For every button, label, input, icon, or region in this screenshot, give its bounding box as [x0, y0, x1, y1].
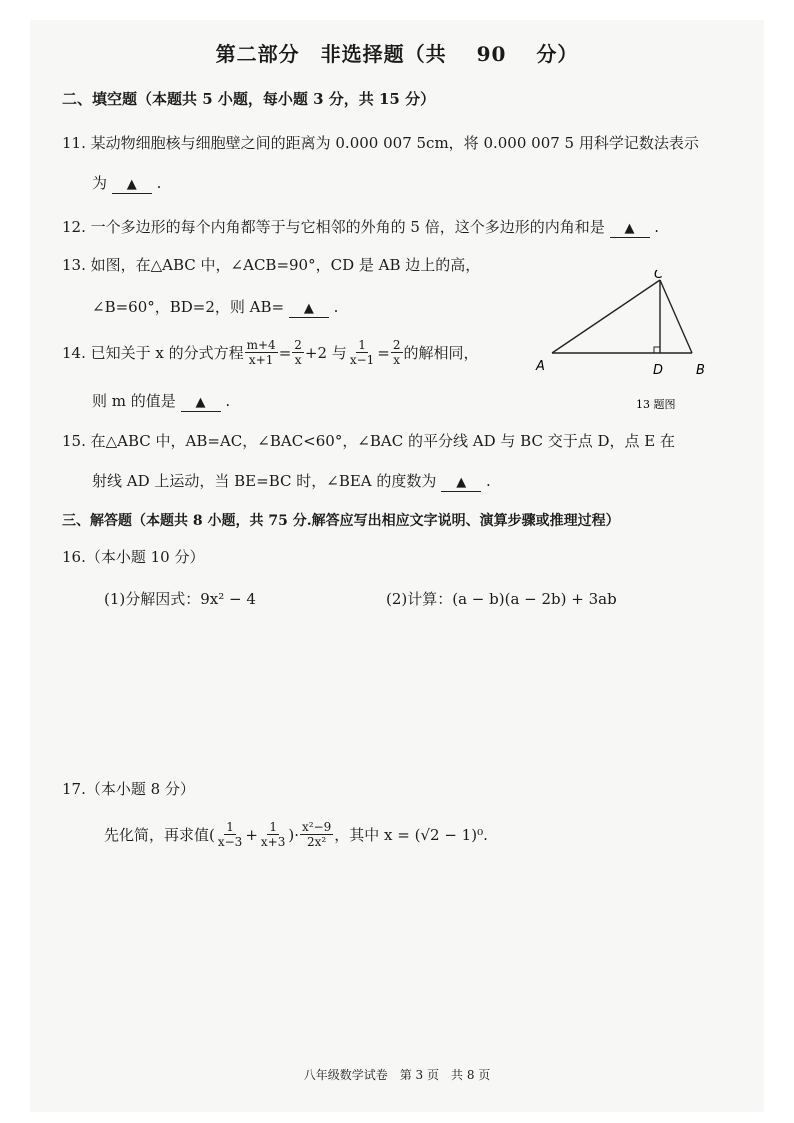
question-13-text: ∠B=60°，BD=2，则 AB=: [92, 298, 285, 316]
question-12: [62, 216, 659, 238]
question-14-suffix: .: [225, 392, 231, 410]
question-15-line1: 15. 在△ABC 中，AB=AC，∠BAC<60°，∠BAC 的平分线 AD 与 BC 交于点 D，点 E 在: [62, 432, 675, 450]
question-12-text: 12. 一个多边形的每个内角都等于与它相邻的外角的 5 倍，这个多边形的内角和是: [62, 218, 605, 236]
right-angle-mark: [654, 347, 660, 353]
fraction-denominator: 2x²: [307, 835, 327, 849]
fraction-numerator: x²−9: [302, 820, 332, 834]
label-a: A: [536, 359, 545, 374]
plus-two-and: +2 与: [304, 344, 347, 362]
fraction-1-over-x-minus-3: [216, 820, 244, 849]
fraction-denominator: x−1: [349, 353, 375, 367]
question-14-line1: [62, 338, 479, 367]
fraction-m-plus-4: [245, 338, 278, 367]
page-footer: 八年级数学试卷 第 3 页 共 8 页: [303, 1068, 491, 1082]
label-b: B: [696, 363, 705, 378]
fraction-1-over-x-minus-1: [348, 338, 376, 367]
fraction-denominator: x: [294, 353, 302, 367]
label-c: C: [654, 270, 664, 282]
fraction-1-over-x-plus-3: [259, 820, 287, 849]
fraction-denominator: x+3: [260, 835, 286, 849]
fraction-denominator: x+1: [248, 353, 274, 367]
question-11-prefix: 为: [92, 174, 108, 192]
question-14-text: 则 m 的值是: [92, 392, 176, 410]
side-cb: [660, 280, 692, 353]
fraction-numerator: 1: [358, 338, 366, 352]
fraction-numerator: 1: [226, 820, 234, 834]
question-11-suffix: .: [156, 174, 162, 192]
close-paren-dot: )·: [288, 825, 299, 844]
equals-sign: =: [377, 343, 390, 362]
fraction-denominator: x−3: [217, 835, 243, 849]
question-15-text: 射线 AD 上运动，当 BE=BC 时，∠BEA 的度数为: [92, 472, 437, 490]
question-15-suffix: .: [485, 472, 491, 490]
fraction-numerator: m+4: [246, 338, 276, 352]
answer-blank-12: ▲: [610, 221, 650, 238]
question-17-expression: [104, 820, 488, 849]
answer-blank-13: ▲: [289, 301, 329, 318]
fraction-denominator: x: [393, 353, 401, 367]
answer-blank-14: ▲: [181, 395, 221, 412]
triangle-figure-13: [520, 270, 720, 410]
question-16-part1: (1)分解因式：9x² − 4: [104, 590, 256, 608]
question-17-prefix: 先化简，再求值(: [104, 826, 215, 844]
answer-blank-11: ▲: [112, 177, 152, 194]
question-11-line1: 11. 某动物细胞核与细胞壁之间的距离为 0.000 007 5cm，将 0.000 007 5 用科学记数法表示: [62, 134, 699, 152]
label-d: D: [653, 363, 664, 378]
section-answer-header: 三、解答题（本题共 8 小题，共 75 分.解答应写出相应文字说明、演算步骤或推理过程）: [62, 513, 620, 529]
fraction-numerator: 2: [294, 338, 302, 352]
question-16-header: 16.（本小题 10 分）: [62, 548, 205, 566]
question-14-line2: [92, 390, 230, 412]
fraction-2-over-x: [391, 338, 403, 367]
fraction-2-over-x: [292, 338, 304, 367]
plus-sign: +: [245, 825, 258, 844]
section-fill-in-header: 二、填空题（本题共 5 小题，每小题 3 分，共 15 分）: [62, 90, 436, 108]
fraction-numerator: 2: [392, 338, 401, 352]
part-title: 第二部分 非选择题（共 90 分）: [215, 42, 579, 66]
question-11-line2: [92, 172, 161, 194]
question-13-line2: [92, 296, 338, 318]
question-15-line2: [92, 470, 491, 492]
figure-caption: 13 题图: [636, 398, 676, 410]
exam-page: [30, 20, 764, 1112]
question-17-header: 17.（本小题 8 分）: [62, 780, 195, 798]
fraction-x2-minus-9-over-2x2: [300, 820, 333, 849]
side-ac: [552, 280, 660, 353]
question-17-tail: ，其中 x = (√2 − 1)⁰.: [334, 826, 488, 844]
question-14-tail: 的解相同，: [403, 344, 479, 362]
equals-sign: =: [278, 343, 292, 362]
answer-blank-15: ▲: [441, 475, 481, 492]
question-14-prefix: 14. 已知关于 x 的分式方程: [62, 344, 244, 362]
question-13-line1: 13. 如图，在△ABC 中，∠ACB=90°，CD 是 AB 边上的高，: [62, 256, 481, 274]
question-13-suffix: .: [333, 298, 339, 316]
question-12-suffix: .: [654, 218, 660, 236]
question-16-part2: (2)计算：(a − b)(a − 2b) + 3ab: [386, 590, 617, 608]
fraction-numerator: 1: [269, 820, 277, 834]
